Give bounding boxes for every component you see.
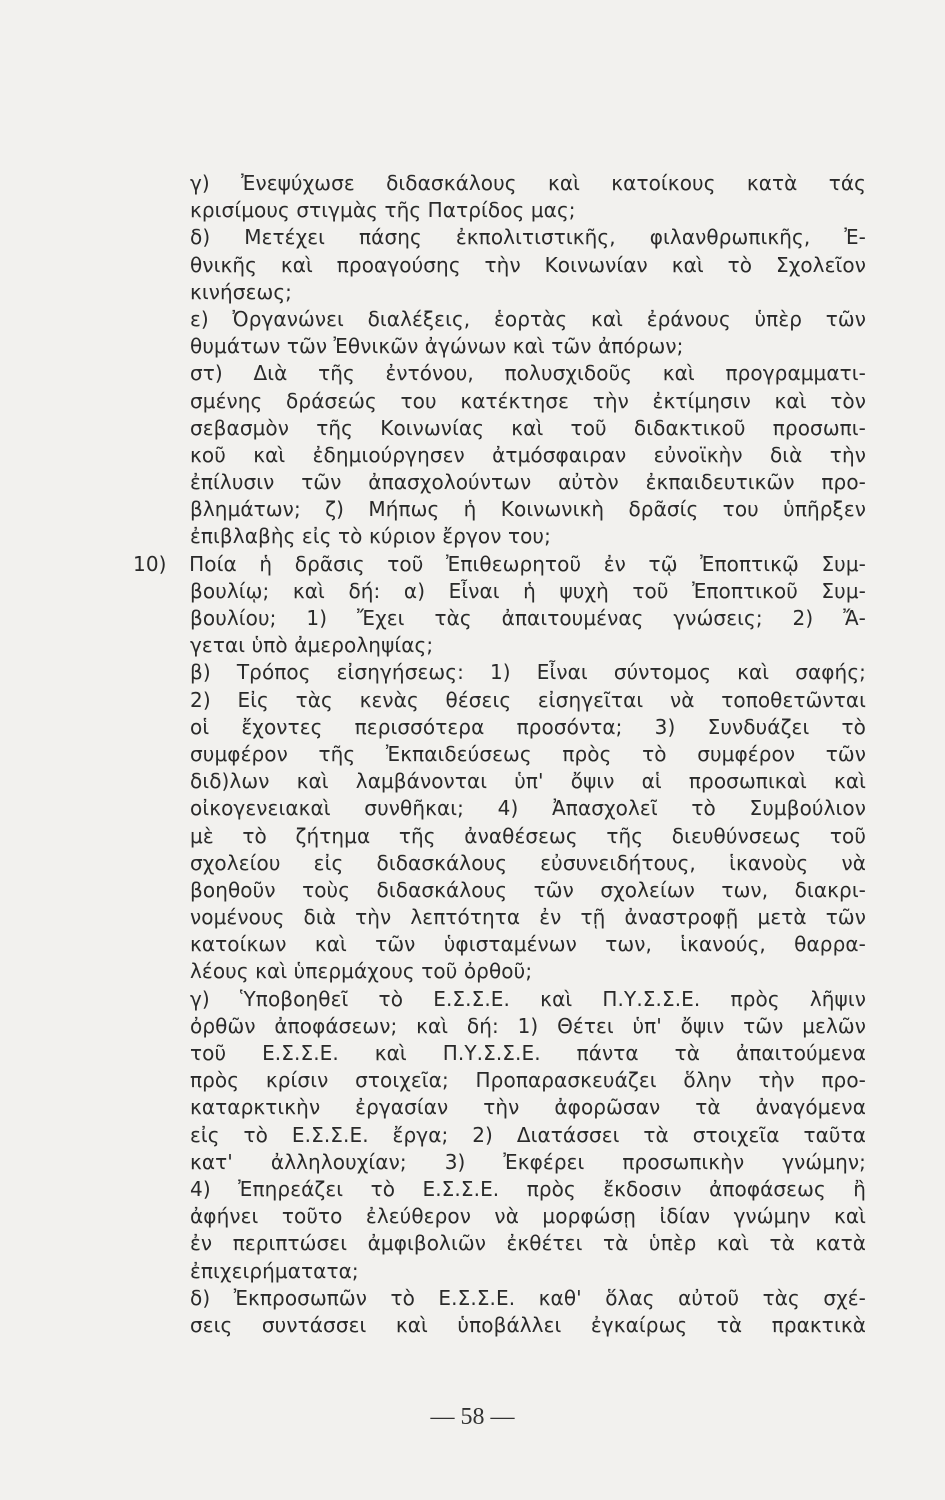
text-line: θνικῆς καὶ προαγούσης τὴν Κοινωνίαν καὶ τὸ Σχολεῖον [190, 252, 866, 277]
text-line: γ) Ἐνεψύχωσε διδασκάλους καὶ κατοίκους κατὰ τάς [190, 171, 866, 195]
text-line: νομένους διὰ τὴν λεπτότητα ἐν τῇ ἀναστροφῇ μετὰ τῶν [190, 905, 866, 930]
text-line: συμφέρον τῆς Ἐκπαιδεύσεως πρὸς τὸ συμφέρον τῶν [190, 741, 866, 766]
text-line: 2) Εἰς τὰς κενὰς θέσεις εἰσηγεῖται νὰ τοποθετῶνται [190, 687, 866, 712]
text-line: πρὸς κρίσιν στοιχεῖα; Προπαρασκευάζει ὅλην τὴν προ- [190, 1068, 866, 1093]
text-line: θυμάτων τῶν Ἐθνικῶν ἀγώνων καὶ τῶν ἀπόρων; [190, 334, 684, 359]
text-line: μὲ τὸ ζήτημα τῆς ἀναθέσεως τῆς διευθύνσεως τοῦ [190, 823, 866, 848]
text-line: ἐπιχειρήματατα; [190, 1258, 359, 1283]
text-line: κρισίμους στιγμὰς τῆς Πατρίδος μας; [190, 198, 576, 223]
text-line: διδ)λων καὶ λαμβάνονται ὑπ' ὄψιν αἱ προσωπικαὶ καὶ [190, 769, 866, 794]
text-line: κοῦ καὶ ἐδημιούργησεν ἀτμόσφαιραν εὐνοϊκὴν διὰ τὴν [190, 442, 866, 467]
text-line: βλημάτων; ζ) Μήπως ἡ Κοινωνικὴ δρᾶσίς του ὑπῆρξεν [190, 497, 866, 522]
text-line: βοηθοῦν τοὺς διδασκάλους τῶν σχολείων των, διακρι- [190, 877, 866, 902]
text-line: δ) Μετέχει πάσης ἐκπολιτιστικῆς, φιλανθρωπικῆς, Ἐ- [190, 225, 866, 250]
text-line: στ) Διὰ τῆς ἐντόνου, πολυσχιδοῦς καὶ προγραμματι- [190, 361, 866, 386]
text-line: εἰς τὸ Ε.Σ.Σ.Ε. ἔργα; 2) Διατάσσει τὰ στοιχεῖα ταῦτα [190, 1122, 866, 1147]
text-line: ὀρθῶν ἀποφάσεων; καὶ δή: 1) Θέτει ὑπ' ὄψιν τῶν μελῶν [190, 1013, 866, 1038]
text-line: κατ' ἀλληλουχίαν; 3) Ἐκφέρει προσωπικὴν γνώμην; [190, 1149, 866, 1174]
text-line: σεβασμὸν τῆς Κοινωνίας καὶ τοῦ διδακτικοῦ προσωπι- [190, 415, 866, 440]
text-line: οἰκογενειακαὶ συνθῆκαι; 4) Ἀπασχολεῖ τὸ Συμβούλιον [190, 796, 866, 821]
text-line: κινήσεως; [190, 279, 293, 304]
text-line: τοῦ Ε.Σ.Σ.Ε. καὶ Π.Υ.Σ.Σ.Ε. πάντα τὰ ἀπαιτούμενα [190, 1041, 866, 1065]
text-line: λέους καὶ ὑπερμάχους τοῦ ὀρθοῦ; [190, 959, 533, 984]
text-line: ε) Ὀργανώνει διαλέξεις, ἑορτὰς καὶ ἐράνους ὑπὲρ τῶν [190, 306, 866, 331]
text-line: βουλίου; 1) Ἔχει τὰς ἀπαιτουμένας γνώσεις; 2) Ἄ- [190, 606, 866, 630]
page-number: — 58 — [430, 1404, 515, 1430]
text-line: γεται ὑπὸ ἀμεροληψίας; [190, 633, 434, 658]
text-line: δ) Ἐκπροσωπῶν τὸ Ε.Σ.Σ.Ε. καθ' ὅλας αὐτοῦ τὰς σχέ- [190, 1285, 866, 1310]
text-line: ἐπίλυσιν τῶν ἀπασχολούντων αὐτὸν ἐκπαιδευτικῶν προ- [190, 470, 866, 495]
text-line: καταρκτικὴν ἐργασίαν τὴν ἀφορῶσαν τὰ ἀναγόμενα [190, 1095, 866, 1120]
body-text [133, 170, 866, 1339]
text-line: ἀφήνει τοῦτο ἐλεύθερον νὰ μορφώσῃ ἰδίαν γνώμην καὶ [190, 1204, 866, 1229]
text-line: 10) Ποία ἡ δρᾶσις τοῦ Ἐπιθεωρητοῦ ἐν τῷ Ἐποπτικῷ Συμ- [133, 551, 866, 576]
text-line: γ) Ὑποβοηθεῖ τὸ Ε.Σ.Σ.Ε. καὶ Π.Υ.Σ.Σ.Ε. πρὸς λῆψιν [190, 986, 866, 1011]
text-line: σεις συντάσσει καὶ ὑποβάλλει ἐγκαίρως τὰ πρακτικὰ [190, 1312, 866, 1337]
text-line: σμένης δράσεώς του κατέκτησε τὴν ἐκτίμησιν καὶ τὸν [190, 388, 866, 413]
text-line: κατοίκων καὶ τῶν ὑφισταμένων των, ἱκανούς, θαρρα- [190, 932, 866, 957]
text-line: β) Τρόπος εἰσηγήσεως: 1) Εἶναι σύντομος καὶ σαφής; [190, 660, 866, 685]
text-line: ἐν περιπτώσει ἀμφιβολιῶν ἐκθέτει τὰ ὑπὲρ καὶ τὰ κατὰ [190, 1231, 866, 1256]
text-line: ἐπιβλαβὴς εἰς τὸ κύριον ἔργον του; [190, 524, 551, 549]
text-line: βουλίῳ; καὶ δή: α) Εἶναι ἡ ψυχὴ τοῦ Ἐποπτικοῦ Συμ- [190, 578, 866, 603]
text-line: 4) Ἐπηρεάζει τὸ Ε.Σ.Σ.Ε. πρὸς ἔκδοσιν ἀποφάσεως ἢ [190, 1176, 866, 1201]
text-line: σχολείου εἰς διδασκάλους εὐσυνειδήτους, ἱκανοὺς νὰ [190, 850, 866, 875]
text-line: οἱ ἔχοντες περισσότερα προσόντα; 3) Συνδυάζει τὸ [190, 714, 866, 739]
